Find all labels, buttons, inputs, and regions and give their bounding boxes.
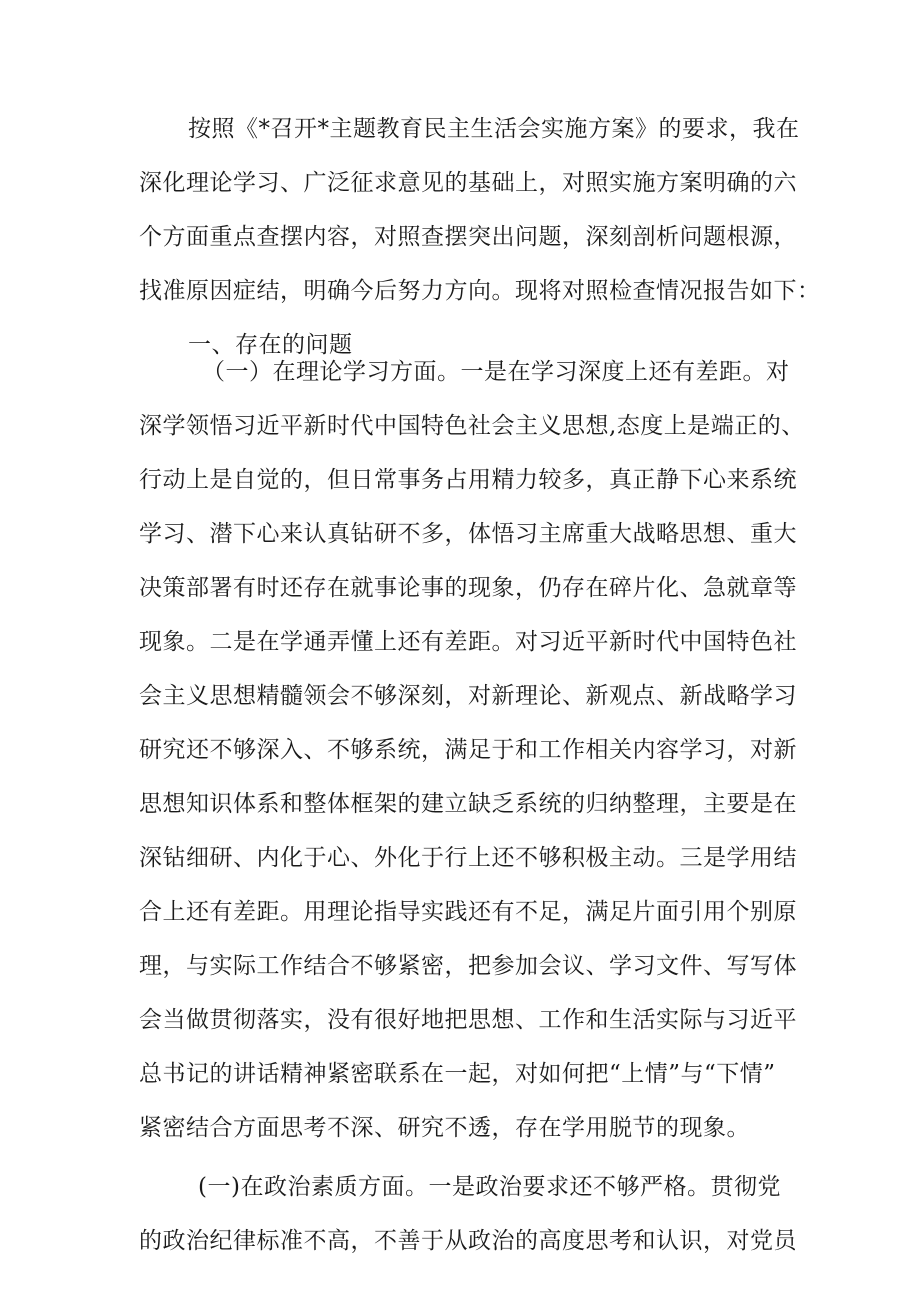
text-line: 行动上是自觉的，但日常事务占用精力较多，真正静下心来系统 <box>139 467 797 493</box>
text-line: 学习、潜下心来认真钻研不多，体悟习主席重大战略思想、重大 <box>139 521 797 547</box>
text-line: 深学领悟习近平新时代中国特色社会主义思想,态度上是端正的、 <box>139 413 805 439</box>
text-line: 决策部署有时还存在就事论事的现象，仍存在碎片化、急就章等 <box>139 575 797 601</box>
text-line: 现象。二是在学通弄懂上还有差距。对习近平新时代中国特色社 <box>139 629 797 655</box>
section-heading: 一、存在的问题 <box>188 332 353 358</box>
text-line: 深钻细研、内化于心、外化于行上还不够积极主动。三是学用结 <box>139 845 797 871</box>
text-line: 会主义思想精髓领会不够深刻，对新理论、新观点、新战略学习 <box>139 683 797 709</box>
text-line: 按照《*召开*主题教育民主生活会实施方案》的要求，我在 <box>188 116 800 142</box>
text-line: 研究还不够深入、不够系统，满足于和工作相关内容学习，对新 <box>139 737 797 763</box>
text-line: 理，与实际工作结合不够紧密，把参加会议、学习文件、写写体 <box>139 953 797 979</box>
text-line: （一）在理论学习方面。一是在学习深度上还有差距。对 <box>202 359 790 385</box>
text-line: 找准原因症结，明确今后努力方向。现将对照检查情况报告如下： <box>139 278 821 304</box>
text-line: 个方面重点查摆内容，对照查摆突出问题，深刻剖析问题根源， <box>139 224 797 250</box>
text-line: 总书记的讲话精神紧密联系在一起，对如何把“上情”与“下情” <box>139 1061 776 1087</box>
text-line: 思想知识体系和整体框架的建立缺乏系统的归纳整理，主要是在 <box>139 791 797 817</box>
text-line: 的政治纪律标准不高，不善于从政治的高度思考和认识，对党员 <box>139 1228 797 1254</box>
text-line: 合上还有差距。用理论指导实践还有不足，满足片面引用个别原 <box>139 899 797 925</box>
text-line: 深化理论学习、广泛征求意见的基础上，对照实施方案明确的六 <box>139 170 797 196</box>
text-line: (一)在政治素质方面。一是政治要求还不够严格。贯彻党 <box>198 1174 781 1200</box>
text-line: 会当做贯彻落实，没有很好地把思想、工作和生活实际与习近平 <box>139 1007 797 1033</box>
text-line: 紧密结合方面思考不深、研究不透，存在学用脱节的现象。 <box>139 1115 750 1141</box>
